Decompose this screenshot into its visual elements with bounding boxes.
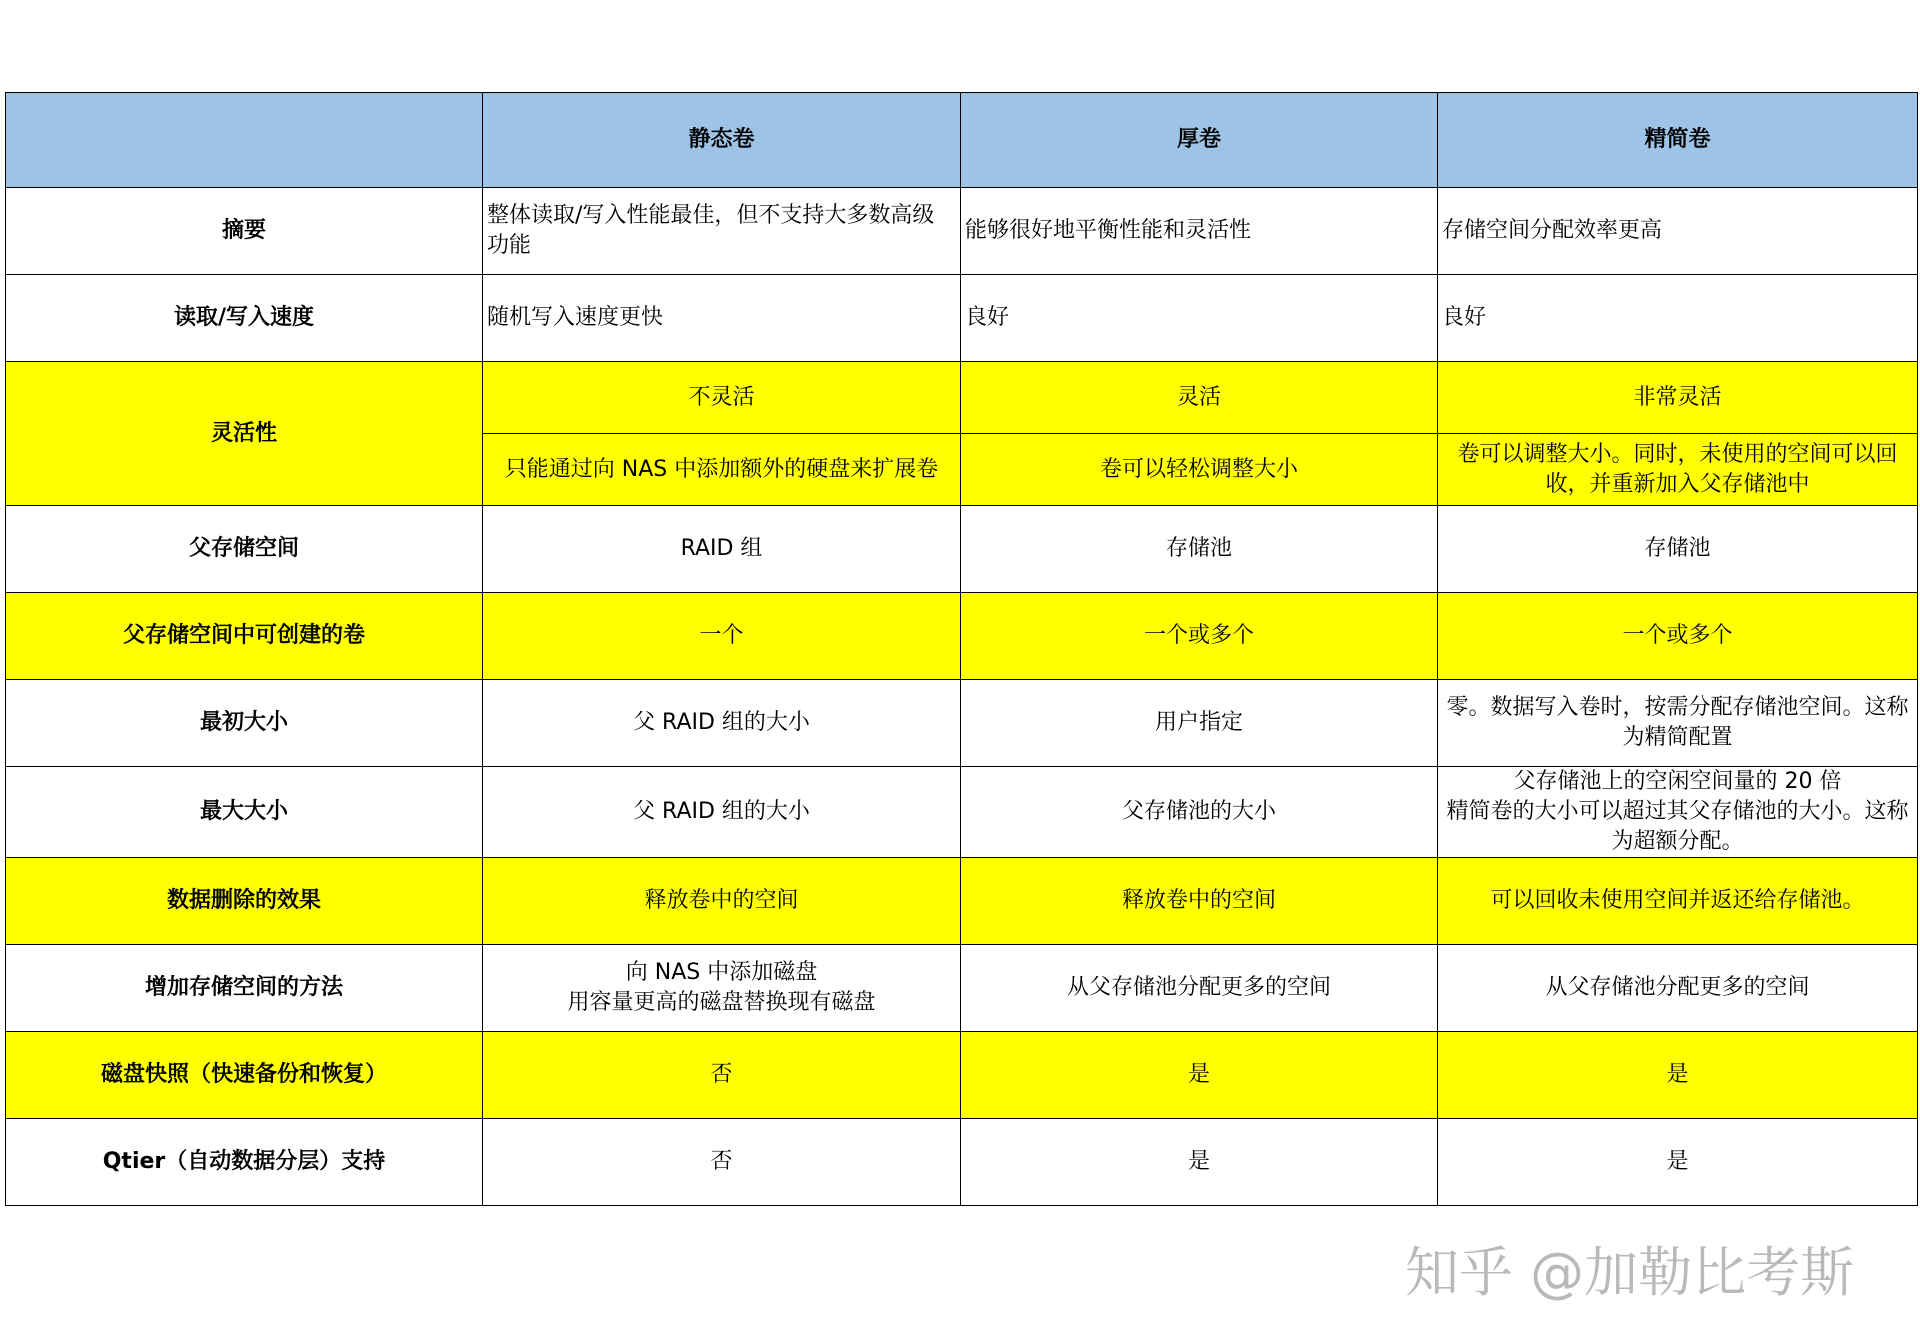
table-row-expand-method [6,945,1918,1032]
header-thin-volume: 精简卷 [1438,93,1918,188]
cell-thick: 是 [961,1032,1438,1119]
cell-line: 向 NAS 中添加磁盘 [625,960,818,985]
cell-thin: 一个或多个 [1438,593,1918,680]
cell-thin: 非常灵活 [1438,362,1918,434]
row-label: 父存储空间中可创建的卷 [6,593,483,680]
cell-thick: 能够很好地平衡性能和灵活性 [961,188,1438,275]
cell-thick: 一个或多个 [961,593,1438,680]
cell-thick: 存储池 [961,506,1438,593]
header-corner-cell [6,93,483,188]
cell-static: 释放卷中的空间 [483,858,961,945]
table-row-summary [6,188,1918,275]
cell-thick: 灵活 [961,362,1438,434]
cell-static: 随机写入速度更快 [483,275,961,362]
table-row-snapshot [6,1032,1918,1119]
cell-thick: 从父存储池分配更多的空间 [961,945,1438,1032]
cell-thick: 释放卷中的空间 [961,858,1438,945]
cell-static: 只能通过向 NAS 中添加额外的硬盘来扩展卷 [483,434,961,506]
cell-thin: 卷可以调整大小。同时，未使用的空间可以回收，并重新加入父存储池中 [1438,434,1918,506]
cell-line: 精简卷的大小可以超过其父存储池的大小。这称为超额分配。 [1446,799,1909,854]
cell-thin: 存储空间分配效率更高 [1438,188,1918,275]
row-label: 最大大小 [6,767,483,858]
table-row-qtier [6,1119,1918,1206]
table-row-max-size [6,767,1918,858]
table-row-initial-size [6,680,1918,767]
cell-thin: 零。数据写入卷时，按需分配存储池空间。这称为精简配置 [1438,680,1918,767]
cell-static: 一个 [483,593,961,680]
header-thick-volume: 厚卷 [961,93,1438,188]
cell-thin: 是 [1438,1032,1918,1119]
row-label: Qtier（自动数据分层）支持 [6,1119,483,1206]
cell-thin: 是 [1438,1119,1918,1206]
row-label: 灵活性 [6,362,483,506]
cell-thin: 存储池 [1438,506,1918,593]
row-label: 最初大小 [6,680,483,767]
row-label: 读取/写入速度 [6,275,483,362]
row-label: 增加存储空间的方法 [6,945,483,1032]
table-row-delete-effect [6,858,1918,945]
row-label: 摘要 [6,188,483,275]
cell-thin [1438,767,1918,858]
cell-static: 父 RAID 组的大小 [483,680,961,767]
cell-static: 父 RAID 组的大小 [483,767,961,858]
cell-static: 不灵活 [483,362,961,434]
table-row-speed [6,275,1918,362]
cell-thin: 可以回收未使用空间并返还给存储池。 [1438,858,1918,945]
table-row-volumes [6,593,1918,680]
header-static-volume: 静态卷 [483,93,961,188]
cell-thin: 从父存储池分配更多的空间 [1438,945,1918,1032]
row-label: 父存储空间 [6,506,483,593]
cell-line: 用容量更高的磁盘替换现有磁盘 [567,990,876,1015]
row-label: 磁盘快照（快速备份和恢复） [6,1032,483,1119]
comparison-table [5,92,1918,1206]
header-row [6,93,1918,188]
cell-thick: 卷可以轻松调整大小 [961,434,1438,506]
row-label: 数据删除的效果 [6,858,483,945]
cell-static: 否 [483,1032,961,1119]
watermark-zhihu: 知乎 @加勒比考斯 [1405,1241,1855,1304]
cell-thin: 良好 [1438,275,1918,362]
table-row-flexibility [6,362,1918,434]
cell-static: 否 [483,1119,961,1206]
cell-thick: 用户指定 [961,680,1438,767]
cell-static [483,945,961,1032]
cell-static: RAID 组 [483,506,961,593]
cell-thick: 良好 [961,275,1438,362]
cell-line: 父存储池上的空闲空间量的 20 倍 [1513,769,1842,794]
table-row-parent [6,506,1918,593]
cell-thick: 是 [961,1119,1438,1206]
cell-thick: 父存储池的大小 [961,767,1438,858]
cell-static: 整体读取/写入性能最佳，但不支持大多数高级功能 [483,188,961,275]
